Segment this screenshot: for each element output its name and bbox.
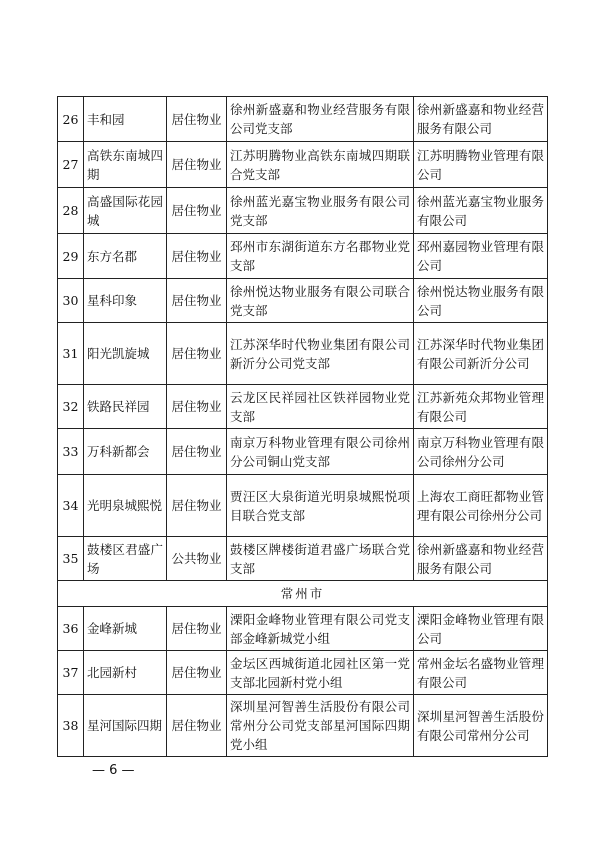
party-branch: 金坛区西城街道北园社区第一党支部北园新村党小组 bbox=[227, 651, 414, 695]
property-type: 居住物业 bbox=[167, 607, 227, 651]
project-name: 金峰新城 bbox=[84, 607, 167, 651]
table-row bbox=[58, 537, 548, 581]
table-row bbox=[58, 607, 548, 651]
table-row bbox=[58, 97, 548, 142]
table-row bbox=[58, 279, 548, 323]
row-number: 36 bbox=[58, 607, 84, 651]
row-number: 37 bbox=[58, 651, 84, 695]
table-row bbox=[58, 234, 548, 279]
project-name: 丰和园 bbox=[84, 97, 167, 142]
property-company: 溧阳金峰物业管理有限公司 bbox=[414, 607, 548, 651]
property-type: 居住物业 bbox=[167, 385, 227, 429]
party-branch: 深圳星河智善生活股份有限公司常州分公司党支部星河国际四期党小组 bbox=[227, 695, 414, 757]
project-name: 东方名郡 bbox=[84, 234, 167, 279]
property-type: 居住物业 bbox=[167, 97, 227, 142]
property-type: 居住物业 bbox=[167, 234, 227, 279]
property-type: 居住物业 bbox=[167, 188, 227, 234]
property-type: 居住物业 bbox=[167, 695, 227, 757]
property-company: 上海农工商旺都物业管理有限公司徐州分公司 bbox=[414, 475, 548, 537]
property-type: 居住物业 bbox=[167, 475, 227, 537]
property-company: 徐州新盛嘉和物业经营服务有限公司 bbox=[414, 537, 548, 581]
row-number: 38 bbox=[58, 695, 84, 757]
project-name: 万科新都会 bbox=[84, 429, 167, 475]
table-row bbox=[58, 695, 548, 757]
property-type: 居住物业 bbox=[167, 279, 227, 323]
row-number: 34 bbox=[58, 475, 84, 537]
property-type: 居住物业 bbox=[167, 323, 227, 385]
party-branch: 南京万科物业管理有限公司徐州分公司铜山党支部 bbox=[227, 429, 414, 475]
property-type: 居住物业 bbox=[167, 429, 227, 475]
project-name: 星科印象 bbox=[84, 279, 167, 323]
party-branch: 徐州新盛嘉和物业经营服务有限公司党支部 bbox=[227, 97, 414, 142]
row-number: 33 bbox=[58, 429, 84, 475]
property-company: 深圳星河智善生活股份有限公司常州分公司 bbox=[414, 695, 548, 757]
property-company: 徐州新盛嘉和物业经营服务有限公司 bbox=[414, 97, 548, 142]
project-name: 高铁东南城四期 bbox=[84, 142, 167, 188]
party-branch: 江苏明腾物业高铁东南城四期联合党支部 bbox=[227, 142, 414, 188]
row-number: 26 bbox=[58, 97, 84, 142]
project-name: 星河国际四期 bbox=[84, 695, 167, 757]
property-company: 江苏深华时代物业集团有限公司新沂分公司 bbox=[414, 323, 548, 385]
party-branch: 溧阳金峰物业管理有限公司党支部金峰新城党小组 bbox=[227, 607, 414, 651]
property-company: 常州金坛名盛物业管理有限公司 bbox=[414, 651, 548, 695]
property-table bbox=[57, 96, 548, 757]
row-number: 35 bbox=[58, 537, 84, 581]
property-type: 居住物业 bbox=[167, 651, 227, 695]
row-number: 27 bbox=[58, 142, 84, 188]
property-company: 徐州蓝光嘉宝物业服务有限公司 bbox=[414, 188, 548, 234]
party-branch: 邳州市东湖街道东方名郡物业党支部 bbox=[227, 234, 414, 279]
party-branch: 云龙区民祥园社区铁祥园物业党支部 bbox=[227, 385, 414, 429]
property-company: 徐州悦达物业服务有限公司 bbox=[414, 279, 548, 323]
project-name: 鼓楼区君盛广场 bbox=[84, 537, 167, 581]
property-company: 邳州嘉园物业管理有限公司 bbox=[414, 234, 548, 279]
city-section-title: 常州市 bbox=[58, 581, 548, 607]
row-number: 28 bbox=[58, 188, 84, 234]
party-branch: 徐州蓝光嘉宝物业服务有限公司党支部 bbox=[227, 188, 414, 234]
property-company: 江苏明腾物业管理有限公司 bbox=[414, 142, 548, 188]
row-number: 32 bbox=[58, 385, 84, 429]
party-branch: 鼓楼区牌楼街道君盛广场联合党支部 bbox=[227, 537, 414, 581]
project-name: 铁路民祥园 bbox=[84, 385, 167, 429]
row-number: 30 bbox=[58, 279, 84, 323]
table-row bbox=[58, 475, 548, 537]
table-row bbox=[58, 429, 548, 475]
page-number: — 6 — bbox=[92, 763, 135, 778]
table-row bbox=[58, 651, 548, 695]
property-company: 南京万科物业管理有限公司徐州分公司 bbox=[414, 429, 548, 475]
project-name: 高盛国际花园城 bbox=[84, 188, 167, 234]
party-branch: 徐州悦达物业服务有限公司联合党支部 bbox=[227, 279, 414, 323]
city-section-row bbox=[58, 581, 548, 607]
property-type: 居住物业 bbox=[167, 142, 227, 188]
table-row bbox=[58, 323, 548, 385]
project-name: 光明泉城熙悦 bbox=[84, 475, 167, 537]
party-branch: 贾汪区大泉街道光明泉城熙悦项目联合党支部 bbox=[227, 475, 414, 537]
table-row bbox=[58, 142, 548, 188]
party-branch: 江苏深华时代物业集团有限公司新沂分公司党支部 bbox=[227, 323, 414, 385]
property-company: 江苏新苑众邦物业管理有限公司 bbox=[414, 385, 548, 429]
row-number: 31 bbox=[58, 323, 84, 385]
project-name: 北园新村 bbox=[84, 651, 167, 695]
table-row bbox=[58, 188, 548, 234]
table-row bbox=[58, 385, 548, 429]
property-type: 公共物业 bbox=[167, 537, 227, 581]
project-name: 阳光凯旋城 bbox=[84, 323, 167, 385]
row-number: 29 bbox=[58, 234, 84, 279]
